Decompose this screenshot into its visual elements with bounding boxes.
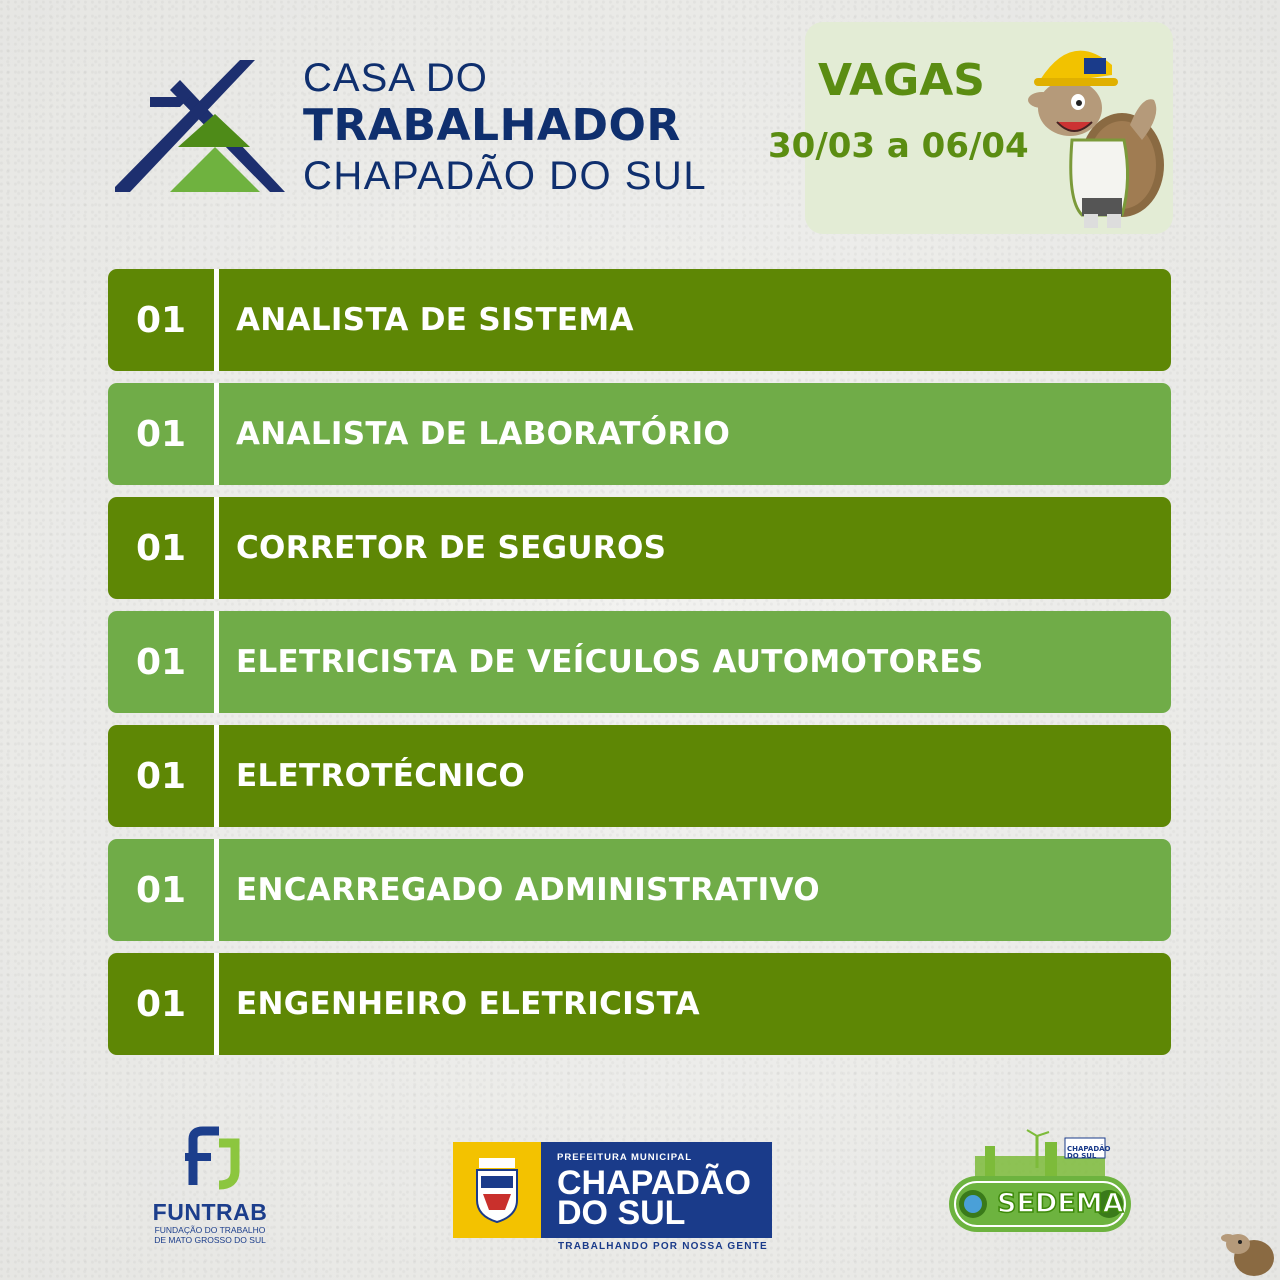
armadillo-mascot-image bbox=[1012, 30, 1172, 230]
prefeitura-name-line-2: DO SUL bbox=[557, 1194, 686, 1232]
job-title: ANALISTA DE LABORATÓRIO bbox=[236, 416, 731, 452]
vagas-title: VAGAS bbox=[818, 55, 985, 106]
job-title: ENGENHEIRO ELETRICISTA bbox=[236, 986, 700, 1022]
prefeitura-label: PREFEITURA MUNICIPAL bbox=[557, 1152, 693, 1163]
corner-armadillo-icon bbox=[1218, 1218, 1280, 1280]
job-list bbox=[108, 269, 1171, 1067]
sedema-logo bbox=[945, 1128, 1135, 1238]
title-line-1: CASA DO bbox=[303, 56, 488, 100]
job-row bbox=[108, 953, 1171, 1055]
coat-of-arms-icon bbox=[471, 1154, 523, 1226]
header-title bbox=[303, 58, 707, 196]
job-count: 01 bbox=[135, 641, 187, 683]
job-count: 01 bbox=[135, 869, 187, 911]
prefeitura-name-line-1: CHAPADÃO bbox=[557, 1164, 751, 1202]
job-row bbox=[108, 269, 1171, 371]
job-row bbox=[108, 611, 1171, 713]
sedema-badge-text: CHAPADÃO DO SUL bbox=[1067, 1145, 1111, 1161]
funtrab-logo bbox=[140, 1125, 280, 1255]
title-line-2: TRABALHADOR bbox=[303, 100, 681, 151]
job-count: 01 bbox=[135, 299, 187, 341]
funtrab-subtitle-2: DE MATO GROSSO DO SUL bbox=[154, 1234, 266, 1245]
sedema-name: SEDEMA bbox=[997, 1188, 1124, 1219]
job-row bbox=[108, 725, 1171, 827]
job-title: ENCARREGADO ADMINISTRATIVO bbox=[236, 872, 820, 908]
funtrab-name: FUNTRAB bbox=[152, 1199, 268, 1225]
casa-do-trabalhador-logo bbox=[110, 52, 300, 197]
funtrab-subtitle-1: FUNDAÇÃO DO TRABALHO bbox=[154, 1225, 266, 1235]
job-title: ANALISTA DE SISTEMA bbox=[236, 302, 634, 338]
job-count: 01 bbox=[135, 983, 187, 1025]
prefeitura-logo bbox=[453, 1142, 772, 1254]
job-count: 01 bbox=[135, 413, 187, 455]
job-title: ELETROTÉCNICO bbox=[236, 758, 526, 794]
prefeitura-tagline: TRABALHANDO POR NOSSA GENTE bbox=[558, 1241, 768, 1252]
job-row bbox=[108, 839, 1171, 941]
job-title: CORRETOR DE SEGUROS bbox=[236, 530, 667, 566]
funtrab-mark-icon bbox=[175, 1125, 245, 1193]
job-title: ELETRICISTA DE VEÍCULOS AUTOMOTORES bbox=[236, 644, 984, 680]
vagas-dates: 30/03 a 06/04 bbox=[768, 126, 1029, 166]
job-count: 01 bbox=[135, 755, 187, 797]
job-row bbox=[108, 497, 1171, 599]
job-count: 01 bbox=[135, 527, 187, 569]
title-line-3: CHAPADÃO DO SUL bbox=[303, 154, 708, 198]
job-row bbox=[108, 383, 1171, 485]
